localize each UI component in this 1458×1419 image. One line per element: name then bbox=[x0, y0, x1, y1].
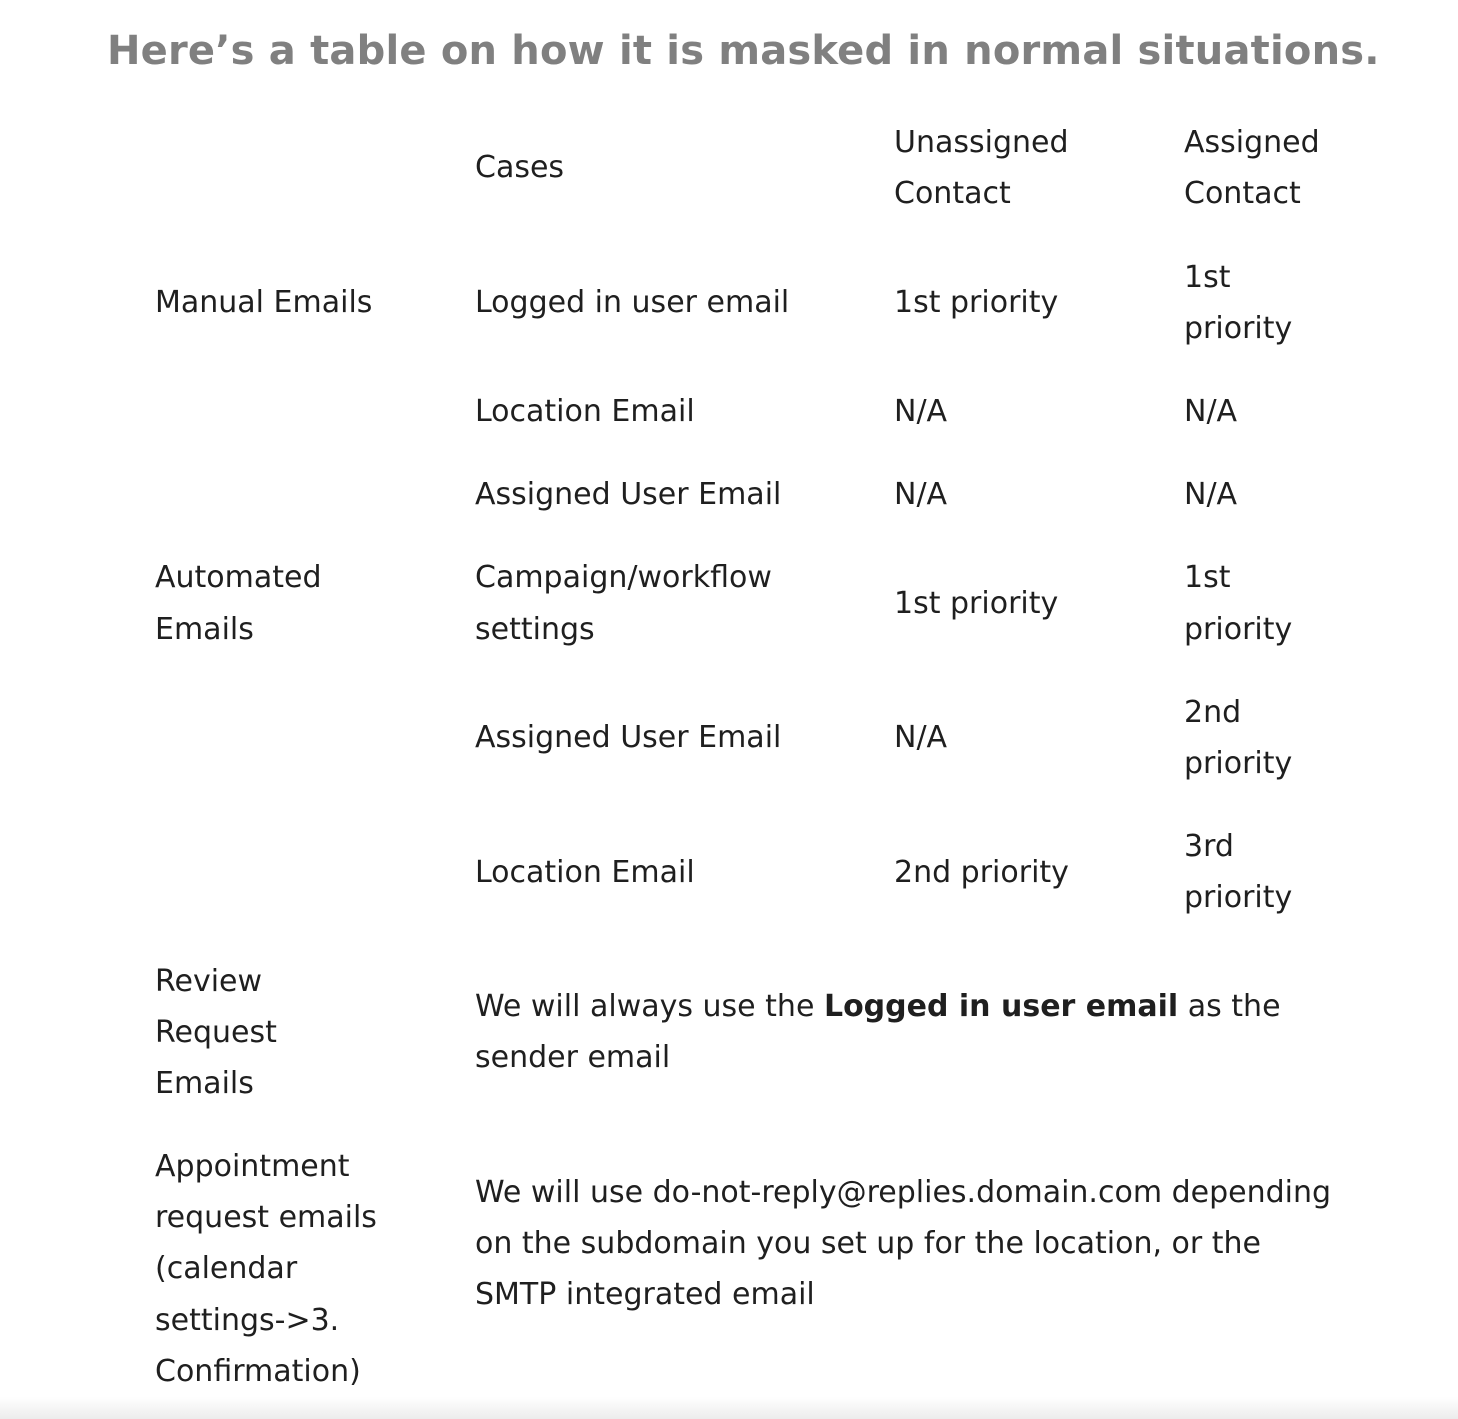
assigned-cell-line1: N/A bbox=[1184, 477, 1238, 512]
assigned-cell-line1: 1st bbox=[1184, 560, 1231, 595]
case-cell: Logged in user email bbox=[475, 285, 790, 320]
case-cell-line2: settings bbox=[475, 612, 595, 647]
case-cell: Assigned User Email bbox=[475, 720, 782, 755]
review-text-line1 bbox=[475, 981, 1375, 1032]
review-text-line2: sender email bbox=[475, 1040, 671, 1075]
unassigned-cell: N/A bbox=[894, 394, 948, 429]
assigned-cell-line2: priority bbox=[1184, 880, 1293, 915]
appointment-text-line1: We will use do-not-reply@replies.domain.com depending bbox=[475, 1175, 1332, 1210]
review-text-after: as the bbox=[1178, 989, 1281, 1024]
group-automated-emails-line2: Emails bbox=[155, 612, 254, 647]
group-appointment-line3: (calendar bbox=[155, 1251, 298, 1286]
assigned-cell-line1: 2nd bbox=[1184, 695, 1242, 730]
case-cell: Location Email bbox=[475, 855, 695, 890]
review-text-before: We will always use the bbox=[475, 989, 824, 1024]
header-assigned-line1: Assigned bbox=[1184, 125, 1320, 160]
group-manual-emails: Manual Emails bbox=[155, 285, 373, 320]
case-cell-line1: Campaign/workflow bbox=[475, 560, 772, 595]
unassigned-cell: 1st priority bbox=[894, 586, 1059, 621]
unassigned-cell: 2nd priority bbox=[894, 855, 1069, 890]
unassigned-cell: 1st priority bbox=[894, 285, 1059, 320]
group-automated-emails-line1: Automated bbox=[155, 560, 322, 595]
group-appointment-line1: Appointment bbox=[155, 1149, 350, 1184]
assigned-cell-line1: 3rd bbox=[1184, 829, 1234, 864]
group-appointment-line4: settings->3. bbox=[155, 1303, 340, 1338]
group-appointment-line2: request emails bbox=[155, 1200, 377, 1235]
appointment-text-line2: on the subdomain you set up for the location, or the bbox=[475, 1226, 1262, 1261]
header-unassigned-line2: Contact bbox=[894, 176, 1011, 211]
assigned-cell-line1: N/A bbox=[1184, 394, 1238, 429]
assigned-cell-line1: 1st bbox=[1184, 260, 1231, 295]
unassigned-cell: N/A bbox=[894, 477, 948, 512]
case-cell: Location Email bbox=[475, 394, 695, 429]
unassigned-cell: N/A bbox=[894, 720, 948, 755]
page-heading: Here’s a table on how it is masked in normal situations. bbox=[107, 28, 1380, 74]
review-text-bold: Logged in user email bbox=[823, 989, 1179, 1024]
case-cell: Assigned User Email bbox=[475, 477, 782, 512]
group-review-request-line1: Review bbox=[155, 964, 263, 999]
bottom-shadow bbox=[0, 1397, 1458, 1419]
group-review-request-line2: Request bbox=[155, 1015, 277, 1050]
assigned-cell-line2: priority bbox=[1184, 746, 1293, 781]
assigned-cell-line2: priority bbox=[1184, 311, 1293, 346]
header-cases: Cases bbox=[475, 150, 565, 185]
group-appointment-line5: Confirmation) bbox=[155, 1354, 361, 1389]
group-review-request-line3: Emails bbox=[155, 1066, 254, 1101]
header-unassigned-line1: Unassigned bbox=[894, 125, 1069, 160]
appointment-text-line3: SMTP integrated email bbox=[475, 1277, 815, 1312]
header-assigned-line2: Contact bbox=[1184, 176, 1301, 211]
assigned-cell-line2: priority bbox=[1184, 612, 1293, 647]
